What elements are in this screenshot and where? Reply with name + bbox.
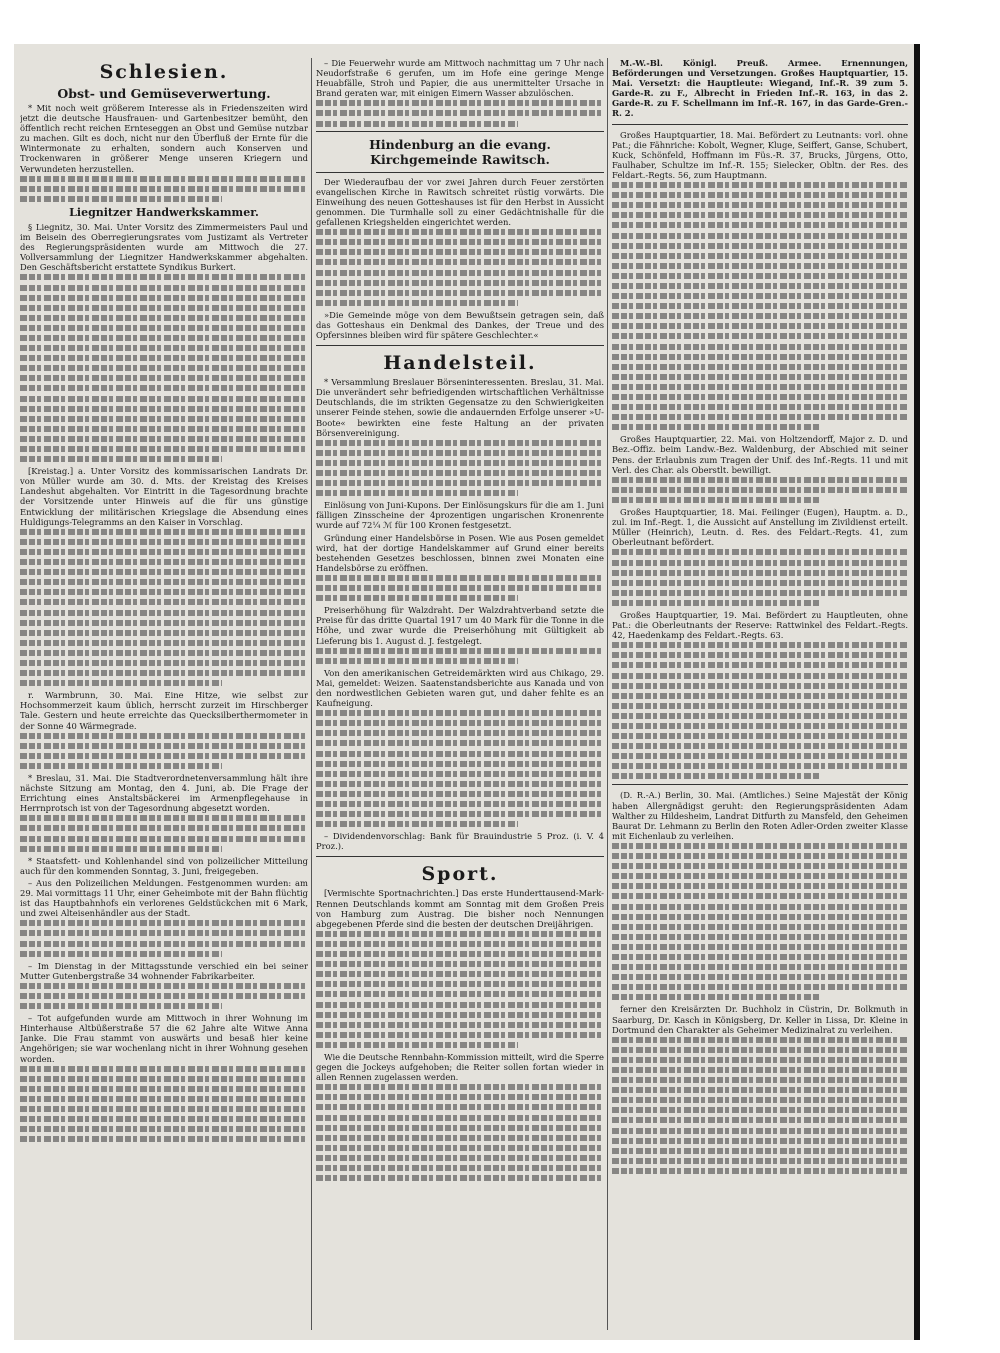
text-line	[20, 345, 308, 351]
text-line	[20, 355, 308, 361]
text-line	[20, 1003, 222, 1009]
article-paragraph: ferner den Kreisärzten Dr. Buchholz in Cüstrin, Dr. Bolkmuth in Saarburg, Dr. Kasch in Königsberg, Dr. Keller in Lissa, Dr. Kleine in Dortmund den Charakter als Geheimer Medizinalrat zu verleihen.	[612, 1004, 908, 1035]
text-line	[20, 763, 222, 769]
text-line	[316, 470, 604, 476]
text-line	[612, 924, 908, 930]
text-line	[316, 249, 604, 255]
article-paragraph: Gründung einer Handelsbörse in Posen. Wie aus Posen gemeldet wird, hat der dortige Handelskammer auf Grund einer bereits bestehenden Gesetzes beschlossen, binnen zwei Monaten eine Handelsbörse zu eröffnen.	[316, 532, 604, 573]
article-paragraph: Großes Hauptquartier, 18. Mai. Befördert zu Leutnants: vorl. ohne Pat.; die Fähnriche: Kobolt, Wegner, Kluge, Seiffert, Ganse, Schubert, Kuck, Schönfeld, Hoffmann im Füs.-R. 37, Brucks, Jürgens, Otto, Faulhaber, Schultze im Inf.-R. 155; Sielecker, Obltn. der Res. des Feldart.-Regts. 56, zum Hauptmann.	[612, 129, 908, 180]
text-line	[316, 595, 518, 601]
text-line	[612, 192, 908, 198]
section-divider	[316, 856, 604, 857]
text-line	[612, 374, 908, 380]
text-line	[612, 662, 908, 668]
text-line	[612, 1037, 908, 1043]
text-line	[316, 791, 604, 797]
text-line	[612, 293, 908, 299]
text-line	[612, 763, 908, 769]
text-line	[316, 971, 604, 977]
text-line	[612, 570, 908, 576]
text-line	[612, 222, 908, 228]
text-line	[20, 983, 308, 989]
text-line	[20, 406, 308, 412]
text-line	[316, 720, 604, 726]
text-line	[612, 580, 908, 586]
text-line	[316, 1094, 604, 1100]
article-paragraph: – Die Feuerwehr wurde am Mittwoch nachmittag um 7 Uhr nach Neudorfstraße 6 gerufen, um im Hofe eine geringe Menge Heuabfälle, Stroh und Papier, die aus unermittelter Ursache in Brand geraten war, mit einigen Eimern Wasser abzulöschen.	[316, 58, 604, 99]
column-handelsteil	[316, 58, 604, 1330]
text-line	[20, 559, 308, 565]
text-line	[316, 1042, 518, 1048]
text-line	[612, 773, 819, 779]
text-line	[612, 642, 908, 648]
text-line	[20, 825, 308, 831]
text-line	[316, 280, 604, 286]
text-line	[612, 497, 819, 503]
text-line	[612, 182, 908, 188]
text-line	[20, 941, 308, 947]
text-line	[612, 1087, 908, 1093]
text-line	[612, 703, 908, 709]
text-line	[612, 683, 908, 689]
text-line	[316, 811, 604, 817]
text-line	[612, 303, 908, 309]
text-line	[20, 539, 308, 545]
text-line	[612, 873, 908, 879]
text-line	[316, 300, 518, 306]
text-line	[316, 1115, 604, 1121]
text-line	[20, 680, 222, 686]
text-line	[612, 964, 908, 970]
text-line	[316, 1012, 604, 1018]
text-line	[612, 477, 908, 483]
text-line	[316, 931, 604, 937]
text-line	[20, 295, 308, 301]
text-line	[612, 984, 908, 990]
text-line	[612, 843, 908, 849]
article-paragraph: Großes Hauptquartier, 19. Mai. Befördert zu Hauptleuten, ohne Pat.: die Oberleutnants der Reserve: Rattwinkel des Feldart.-Regts. 42, Haedenkamp des Feldart.-Regts. 63.	[612, 609, 908, 641]
text-line	[20, 836, 308, 842]
text-line	[316, 585, 604, 591]
text-line	[612, 914, 908, 920]
text-line	[612, 384, 908, 390]
text-line	[20, 1076, 308, 1082]
text-line	[612, 974, 908, 980]
section-title-handelsteil: Handelsteil.	[383, 352, 537, 375]
text-line	[612, 652, 908, 658]
article-paragraph: – Aus den Polizeilichen Meldungen. Festgenommen wurden: am 29. Mai vormittags 11 Uhr, einer Geheimbote mit der Bahn flüchtig ist das Hauptbahnhofs ein verlorenes Geldstückchen mit 6 Mark, und zwei Alteisenhändler aus der Stadt.	[20, 877, 308, 919]
text-line	[612, 863, 908, 869]
text-line	[612, 853, 908, 859]
article-box-hindenburg	[316, 131, 604, 173]
text-line	[612, 1168, 908, 1174]
article-paragraph: (D. R.-A.) Berlin, 30. Mai. (Amtliches.) Seine Majestät der König haben Allergnädigst geruht: den Regierungspräsidenten Adam Walther zu Hildesheim, Landrat Ditfurth zu Mansfeld, den Geheimen Baurat Dr. Lehmann zu Berlin den Roten Adler-Orden zweiter Klasse mit Eichenlaub zu verleihen.	[612, 790, 908, 841]
text-line	[612, 273, 908, 279]
article-paragraph: – Dividendenvorschlag: Bank für Brauindustrie 5 Proz. (i. V. 4 Proz.).	[316, 831, 604, 852]
text-line	[20, 620, 308, 626]
text-line	[20, 416, 308, 422]
text-line	[20, 650, 308, 656]
text-line	[316, 460, 604, 466]
text-line	[20, 846, 222, 852]
text-line	[612, 600, 819, 606]
text-line	[316, 951, 604, 957]
text-line	[20, 1066, 308, 1072]
text-line	[316, 761, 604, 767]
text-line	[20, 315, 308, 321]
text-line	[20, 670, 308, 676]
text-line	[612, 723, 908, 729]
text-line	[316, 801, 604, 807]
article-heading: Obst- und Gemüseverwertung.	[57, 86, 271, 101]
text-line	[612, 263, 908, 269]
text-line	[612, 1128, 908, 1134]
text-line	[612, 549, 908, 555]
text-line	[316, 1022, 604, 1028]
text-line	[612, 1158, 908, 1164]
text-line	[316, 710, 604, 716]
text-line	[612, 713, 908, 719]
text-line	[20, 610, 308, 616]
text-line	[612, 590, 908, 596]
text-line	[20, 335, 308, 341]
section-title-sport: Sport.	[421, 863, 499, 886]
text-line	[316, 821, 518, 827]
text-line	[612, 883, 908, 889]
text-line	[316, 981, 604, 987]
column-military-notices	[612, 58, 908, 1330]
article-paragraph: – Im Dienstag in der Mittagsstunde verschied ein bei seiner Mutter Gutenbergstraße 34 wohnender Fabrikarbeiter.	[20, 960, 308, 981]
text-line	[20, 176, 308, 182]
text-line	[316, 658, 518, 664]
text-line	[612, 904, 908, 910]
article-paragraph: * Versammlung Breslauer Börseninteressenten. Breslau, 31. Mai. Die unverändert sehr befriedigenden wirtschaftlichen Verhältnisse Deutschlands, die im strikten Gegensatze zu den Schwierigkeiten unserer Feinde stehen, sowie die andauernden Erfolge unserer »U-Boote« bewirkten eine feste Haltung an der privaten Börsenvereinigung.	[316, 377, 604, 438]
text-line	[316, 1175, 604, 1181]
text-line	[316, 751, 604, 757]
article-paragraph: r. Warmbrunn, 30. Mai. Eine Hitze, wie selbst zur Hochsommerzeit kaum üblich, herrscht zurzeit im Hirschberger Tale. Gestern und heute erreichte das Quecksilberthermometer in der Sonne 40 Wärmegrade.	[20, 690, 308, 731]
text-line	[20, 274, 308, 280]
text-line	[612, 487, 908, 493]
section-divider	[612, 784, 908, 785]
text-line	[316, 648, 604, 654]
text-line	[316, 440, 604, 446]
text-line	[612, 944, 908, 950]
text-line	[316, 1084, 604, 1090]
column-rule	[607, 58, 608, 1330]
section-divider	[612, 124, 908, 125]
text-line	[20, 1086, 308, 1092]
text-line	[612, 1107, 908, 1113]
text-line	[20, 285, 308, 291]
text-line	[316, 1032, 604, 1038]
text-line	[612, 212, 908, 218]
text-line	[316, 941, 604, 947]
article-paragraph: »Die Gemeinde möge von dem Bewußtsein getragen sein, daß das Gotteshaus ein Denkmal des Dankes, der Treue und des Opfersinnes bleiben wird für spätere Geschlechter.«	[316, 309, 604, 341]
text-line	[612, 893, 908, 899]
article-paragraph: [Vermischte Sportnachrichten.] Das erste Hunderttausend-Mark-Rennen Deutschlands kommt am Sonntag mit dem Großen Preis von Hamburg zum Austrag. Die bisher noch Nennungen abgegebenen Pferde sind die besten der deutschen Dreijährigen.	[316, 888, 604, 929]
text-line	[612, 414, 908, 420]
text-line	[316, 270, 604, 276]
text-line	[316, 290, 604, 296]
text-line	[20, 733, 308, 739]
text-line	[20, 815, 308, 821]
text-line	[316, 1002, 604, 1008]
text-line	[316, 1125, 604, 1131]
text-line	[20, 993, 308, 999]
article-paragraph: Einlösung von Juni-Kupons. Der Einlösungskurs für die am 1. Juni fälligen Zinsscheine der 4prozentigen ungarischen Kronenrente wurde auf 72¼ ℳ für 100 Kronen festgesetzt.	[316, 500, 604, 531]
text-line	[316, 1135, 604, 1141]
text-line	[20, 660, 308, 666]
text-line	[20, 599, 308, 605]
text-line	[20, 1126, 308, 1132]
text-line	[612, 1077, 908, 1083]
column-rule	[311, 58, 312, 1330]
text-line	[316, 1104, 604, 1110]
article-paragraph: * Mit noch weit größerem Interesse als in Friedenszeiten wird jetzt die deutsche Hausfrauen- und Gartenbesitzer bemüht, den öffentlich recht reichen Ernteseggen an Obst und Gemüse nutzbar zu machen. Gilt es doch, nicht nur den Überfluß der Ernte für die Wintermonate zu erhalten, sondern auch Konserven und Trockenwaren in größerer Menge unseren Kriegern und Verwundeten herzustellen.	[20, 103, 308, 174]
text-line	[20, 385, 308, 391]
text-line	[316, 490, 518, 496]
article-paragraph: Preiserhöhung für Walzdraht. Der Walzdrahtverband setzte die Preise für das dritte Quartal 1917 um 40 Mark für die Tonne in die Höhe, und zwar wurde die Preiserhöhung mit Gültigkeit ab Lieferung bis 1. August d. J. festgelegt.	[316, 605, 604, 646]
text-line	[612, 693, 908, 699]
text-line	[316, 740, 604, 746]
article-paragraph: M.-W.-Bl. Königl. Preuß. Armee. Ernennungen, Beförderungen und Versetzungen. Großes Hauptquartier, 15. Mai. Versetzt: die Hauptleute: Wiegand, Inf.-R. 39 zum 5. Garde-R. zu F., Albrecht in Frieden Inf.-R. 163, in das 2. Garde-R. zu F. Schellmann im Inf.-R. 167, in das Garde-Gren.-R. 2.	[612, 58, 908, 119]
text-line	[20, 569, 308, 575]
text-line	[612, 404, 908, 410]
text-line	[20, 305, 308, 311]
article-heading: Hindenburg an die evang. Kirchgemeinde Rawitsch.	[369, 136, 551, 167]
text-line	[20, 456, 222, 462]
text-line	[20, 325, 308, 331]
article-paragraph: * Breslau, 31. Mai. Die Stadtverordnetenversammlung hält ihre nächste Sitzung am Montag, den 4. Juni, ab. Die Frage der Errichtung eines Anstaltsbäckerei im Armenpflegehause in Herrnprotsch ist von der Tagesordnung abgesetzt worden.	[20, 773, 308, 814]
text-line	[316, 1165, 604, 1171]
text-line	[20, 365, 308, 371]
text-line	[612, 354, 908, 360]
text-line	[316, 781, 604, 787]
text-line	[20, 446, 308, 452]
text-line	[612, 1138, 908, 1144]
article-paragraph: § Liegnitz, 30. Mai. Unter Vorsitz des Zimmermeisters Paul und im Beisein des Oberregierungsrates vom Justizamt als Vertreter des Regierungspräsidenten wurde am Mittwoch die 27. Vollversammlung der Liegnitzer Handwerkskammer abgehalten. Den Geschäftsbericht erstattete Syndikus Burkert.	[20, 221, 308, 273]
text-line	[612, 333, 908, 339]
text-line	[612, 424, 819, 430]
article-heading: Liegnitzer Handwerkskammer.	[69, 205, 259, 219]
article-paragraph: Großes Hauptquartier, 18. Mai. Feilinger (Eugen), Hauptm. a. D., zul. im Inf.-Regt. 1, die Aussicht auf Anstellung im Zivildienst erteilt. Müller (Heinrich), Leutn. d. Res. des Feldart.-Regts. 41, zum Oberleutnant befördert.	[612, 507, 908, 548]
text-line	[20, 426, 308, 432]
text-line	[316, 1155, 604, 1161]
text-line	[20, 951, 222, 957]
text-line	[612, 560, 908, 566]
text-line	[20, 930, 308, 936]
article-paragraph: – Tot aufgefunden wurde am Mittwoch in ihrer Wohnung im Hinterhause Altbüßerstraße 57 die 62 Jahre alte Witwe Anna Janke. Die Frau stammt von auswärts und besaß hier keine Angehörigen; sie war wochenlang nicht in ihrer Wohnung gesehen worden.	[20, 1013, 308, 1064]
section-divider	[316, 345, 604, 346]
text-line	[612, 202, 908, 208]
article-paragraph: Großes Hauptquartier, 22. Mai. von Holtzendorff, Major z. D. und Bez.-Offiz. beim Landw.-Bez. Waldenburg, der Abschied mit seiner Pens. der Erlaubnis zum Tragen der Unif. des Inf.-Regts. 11 und mit Verl. des Char. als Oberstlt. bewilligt.	[612, 434, 908, 475]
text-line	[612, 1148, 908, 1154]
text-line	[612, 364, 908, 370]
text-line	[316, 991, 604, 997]
text-line	[316, 730, 604, 736]
text-line	[20, 743, 308, 749]
text-line	[612, 1067, 908, 1073]
text-line	[20, 375, 308, 381]
text-line	[316, 1145, 604, 1151]
text-line	[20, 549, 308, 555]
text-line	[20, 186, 308, 192]
text-line	[20, 1096, 308, 1102]
text-line	[316, 239, 604, 245]
newspaper-page	[14, 44, 920, 1340]
text-line	[612, 323, 908, 329]
text-line	[612, 753, 908, 759]
column-schlesien	[20, 58, 308, 1330]
text-line	[20, 1136, 308, 1142]
text-line	[612, 394, 908, 400]
text-line	[316, 450, 604, 456]
text-line	[612, 954, 908, 960]
text-line	[612, 733, 908, 739]
text-line	[316, 100, 604, 106]
text-line	[612, 1047, 908, 1053]
text-line	[20, 529, 308, 535]
text-line	[316, 121, 518, 127]
text-line	[20, 436, 308, 442]
text-line	[612, 1117, 908, 1123]
text-line	[316, 229, 604, 235]
text-line	[612, 253, 908, 259]
text-line	[316, 259, 604, 265]
text-line	[316, 110, 604, 116]
article-paragraph: [Kreistag.] a. Unter Vorsitz des kommissarischen Landrats Dr. von Müller wurde am 30. d. Mts. der Kreistag des Kreises Landeshut abgehalten. Vor Eintritt in die Tagesordnung brachte der Vorsitzende unter Hinweis auf die für uns günstige Entwicklung der militärischen Kriegslage die Absendung eines Huldigungs-Telegramms an den Kaiser in Vorschlag.	[20, 466, 308, 527]
text-line	[20, 579, 308, 585]
text-line	[316, 961, 604, 967]
text-line	[612, 934, 908, 940]
text-line	[20, 196, 222, 202]
text-line	[612, 1057, 908, 1063]
text-line	[612, 994, 819, 1000]
text-line	[316, 575, 604, 581]
article-paragraph: Wie die Deutsche Rennbahn-Kommission mitteilt, wird die Sperre gegen die Jockeys aufgehoben; die Reiter sollen fortan wieder in allen Rennen zugelassen werden.	[316, 1051, 604, 1083]
text-line	[20, 640, 308, 646]
article-paragraph: Von den amerikanischen Getreidemärkten wird aus Chikago, 29. Mai, gemeldet: Weizen. Saatenstandsberichte aus Kanada und von den nordwestlichen Gebieten waren gut, und daher fehlte es an Kaufneigung.	[316, 667, 604, 709]
text-line	[316, 480, 604, 486]
text-line	[20, 753, 308, 759]
text-line	[20, 1116, 308, 1122]
section-title-schlesien: Schlesien.	[99, 61, 229, 83]
article-paragraph: * Staatsfett- und Kohlenhandel sind von polizeilicher Mitteilung auch für den kommenden Sonntag, 3. Juni, freigegeben.	[20, 855, 308, 876]
text-line	[612, 313, 908, 319]
text-line	[316, 771, 604, 777]
text-line	[612, 344, 908, 350]
text-line	[612, 243, 908, 249]
text-line	[20, 396, 308, 402]
article-paragraph: Der Wiederaufbau der vor zwei Jahren durch Feuer zerstörten evangelischen Kirche in Rawitsch schreitet rüstig vorwärts. Die Einweihung des neuen Gotteshauses ist für den Herbst in Aussicht genommen. Die Turmhalle soll zu einer Gedächtnishalle für die gefallenen Kriegshelden eingerichtet werden.	[316, 176, 604, 228]
text-line	[20, 920, 308, 926]
text-line	[612, 1097, 908, 1103]
text-line	[612, 283, 908, 289]
text-line	[20, 1106, 308, 1112]
text-line	[612, 233, 908, 239]
text-line	[20, 630, 308, 636]
text-line	[20, 589, 308, 595]
text-line	[612, 673, 908, 679]
text-line	[612, 743, 908, 749]
